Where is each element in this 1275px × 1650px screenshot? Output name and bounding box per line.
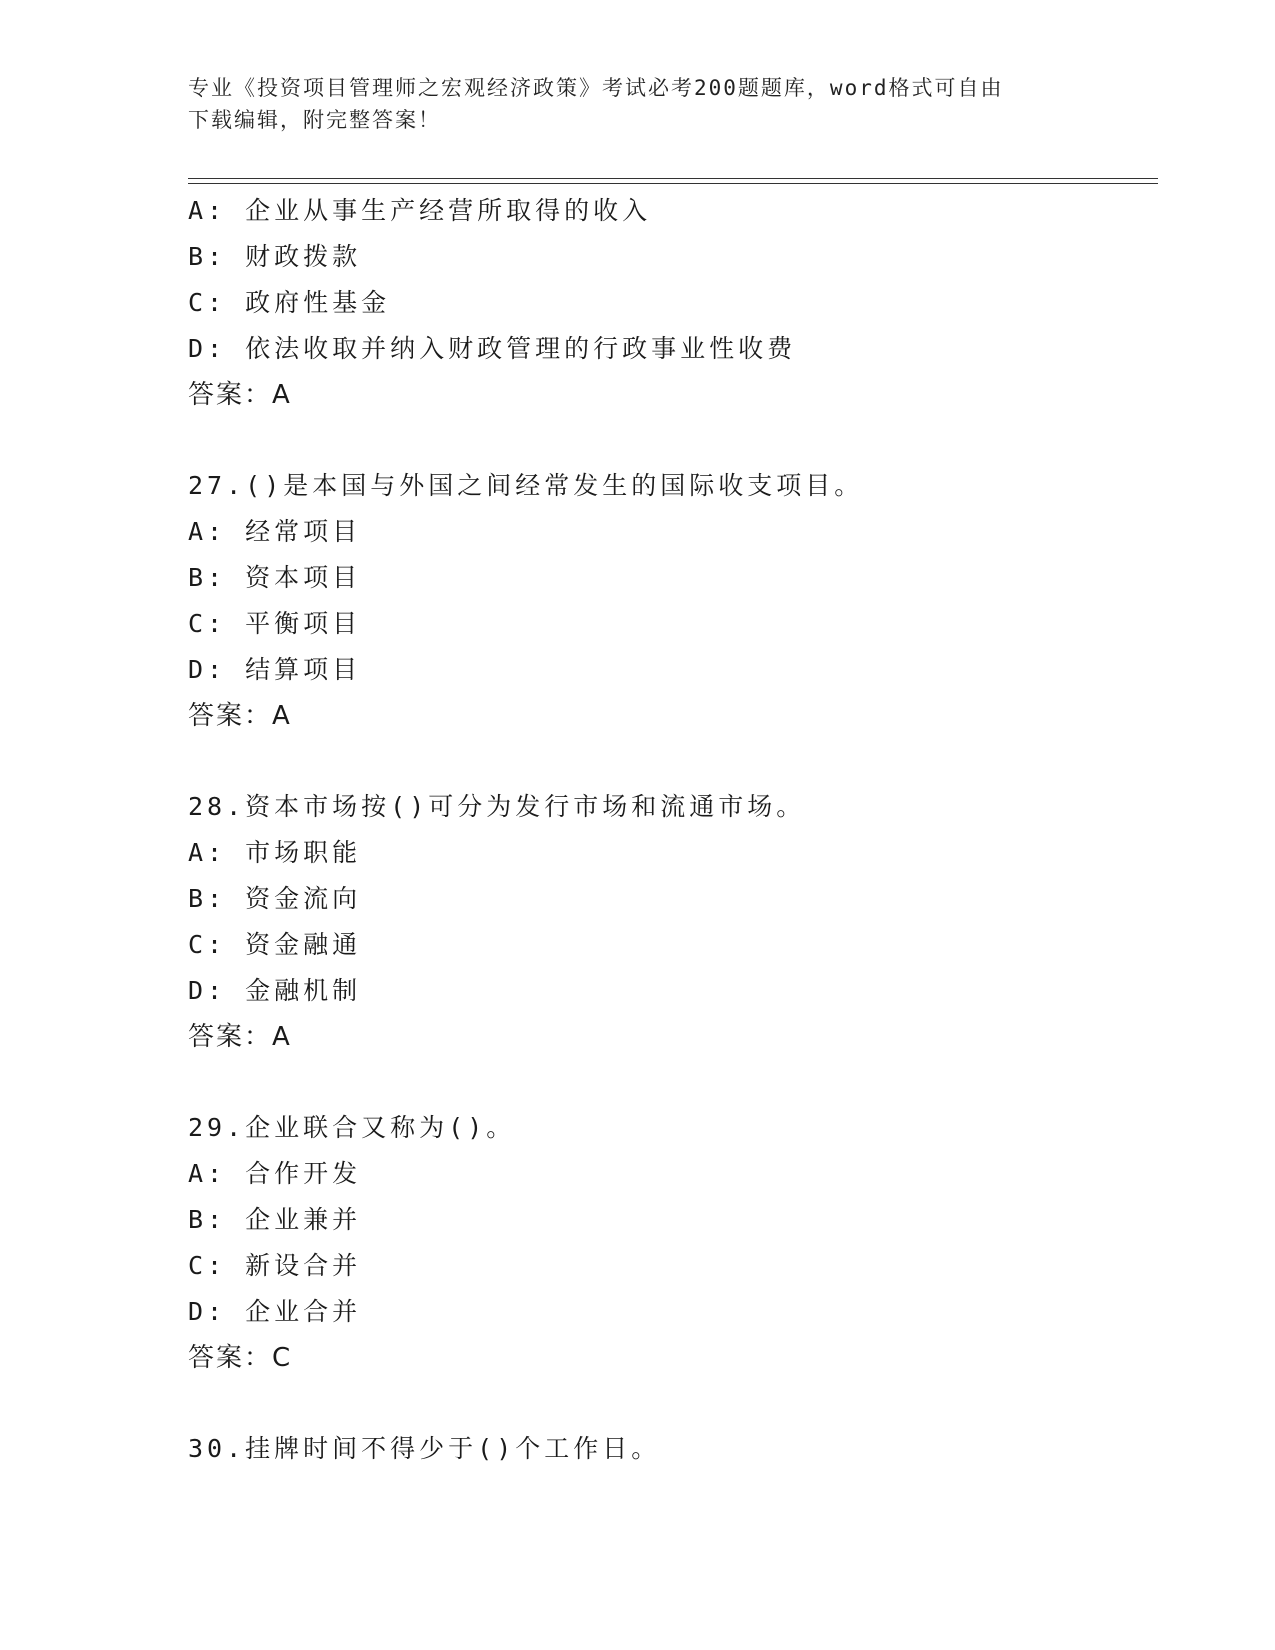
option-b: B: 企业兼并 — [188, 1205, 362, 1234]
option-b: B: 财政拨款 — [188, 242, 362, 271]
option-c: C: 资金融通 — [188, 930, 362, 959]
header-rule-bottom — [188, 183, 1158, 184]
header-rule-top — [188, 178, 1158, 179]
question-block-29 — [188, 1105, 1148, 1381]
option-c: C: 平衡项目 — [188, 609, 362, 638]
question-text: 29.企业联合又称为()。 — [188, 1113, 516, 1142]
option-b: B: 资金流向 — [188, 884, 362, 913]
option-d: D: 结算项目 — [188, 655, 362, 684]
document-header — [188, 72, 1068, 136]
option-c: C: 政府性基金 — [188, 288, 391, 317]
answer: 答案：A — [188, 701, 292, 731]
question-block-26 — [188, 188, 1148, 418]
option-c: C: 新设合并 — [188, 1251, 362, 1280]
option-b: B: 资本项目 — [188, 563, 362, 592]
question-text: 28.资本市场按()可分为发行市场和流通市场。 — [188, 792, 806, 821]
option-d: D: 企业合并 — [188, 1297, 362, 1326]
answer: 答案：A — [188, 1022, 292, 1052]
question-list — [188, 188, 1148, 1472]
question-block-27 — [188, 463, 1148, 739]
option-a: A: 企业从事生产经营所取得的收入 — [188, 196, 652, 225]
option-a: A: 合作开发 — [188, 1159, 362, 1188]
header-line-2: 下载编辑，附完整答案！ — [188, 108, 441, 132]
question-block-28 — [188, 784, 1148, 1060]
answer: 答案：C — [188, 1343, 293, 1373]
question-text: 30.挂牌时间不得少于()个工作日。 — [188, 1434, 661, 1463]
answer: 答案：A — [188, 380, 292, 410]
question-text: 27.()是本国与外国之间经常发生的国际收支项目。 — [188, 471, 864, 500]
option-d: D: 依法收取并纳入财政管理的行政事业性收费 — [188, 334, 797, 363]
header-line-1: 专业《投资项目管理师之宏观经济政策》考试必考200题题库，word格式可自由 — [188, 76, 1004, 100]
question-block-30 — [188, 1426, 1148, 1472]
option-d: D: 金融机制 — [188, 976, 362, 1005]
option-a: A: 市场职能 — [188, 838, 362, 867]
option-a: A: 经常项目 — [188, 517, 362, 546]
